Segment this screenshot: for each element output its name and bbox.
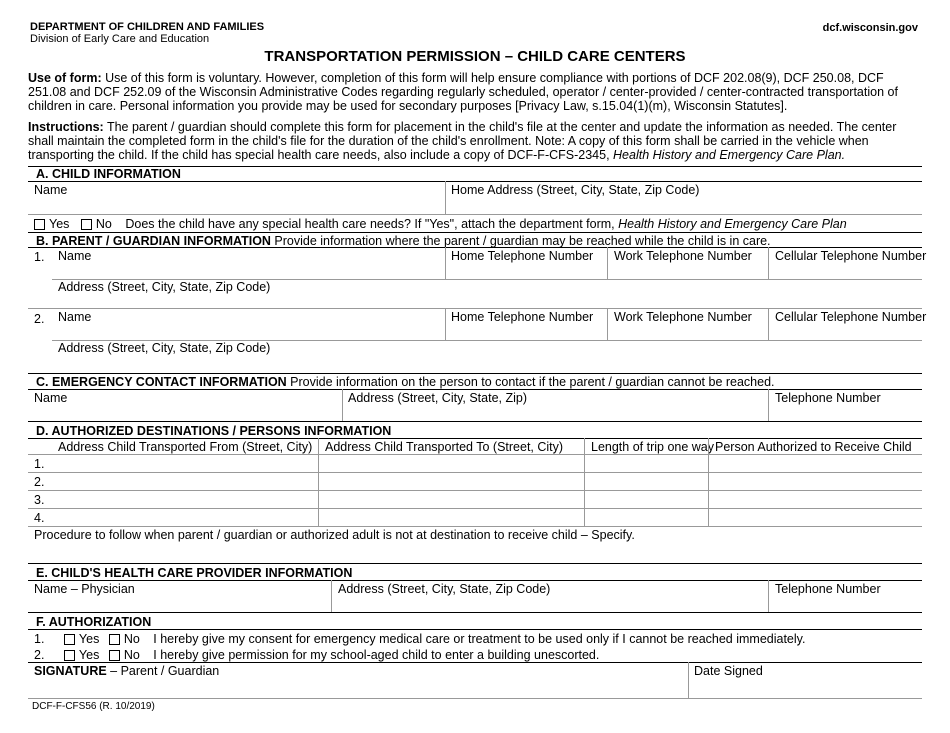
parent2-home-phone-field[interactable]: Home Telephone Number <box>451 310 594 324</box>
parent1-number: 1. <box>34 250 45 264</box>
parent2-address-field[interactable]: Address (Street, City, State, Zip Code) <box>58 341 271 355</box>
form-id: DCF-F-CFS56 (R. 10/2019) <box>32 701 155 712</box>
parent1-name-field[interactable]: Name <box>58 249 92 263</box>
column-header-person: Person Authorized to Receive Child <box>715 440 912 454</box>
authorization-row-1: 1. Yes No I hereby give my consent for emergency medical care or treatment to be used only if I cannot be reached immediately. <box>34 632 806 646</box>
section-f-title: F. AUTHORIZATION <box>36 615 152 629</box>
division-name: Division of Early Care and Education <box>30 33 210 45</box>
section-a-title: A. CHILD INFORMATION <box>36 167 181 181</box>
parent2-cell-phone-field[interactable]: Cellular Telephone Number <box>775 310 927 324</box>
child-name-field[interactable]: Name <box>34 183 68 197</box>
special-needs-row: Yes No Does the child have any special health care needs? If "Yes", attach the department form, Health History and Emergency Care Plan <box>34 217 847 231</box>
website[interactable]: dcf.wisconsin.gov <box>822 22 918 34</box>
parent1-cell-phone-field[interactable]: Cellular Telephone Number <box>775 249 927 263</box>
parent2-work-phone-field[interactable]: Work Telephone Number <box>614 310 752 324</box>
emergency-name-field[interactable]: Name <box>34 391 68 405</box>
destination-row-2[interactable]: 2. <box>34 475 45 489</box>
physician-name-field[interactable]: Name – Physician <box>34 582 135 596</box>
special-needs-no-checkbox[interactable] <box>81 219 92 230</box>
authorization-row-2: 2. Yes No I hereby give permission for my school-aged child to enter a building unescorted. <box>34 648 600 662</box>
parent1-address-field[interactable]: Address (Street, City, State, Zip Code) <box>58 280 271 294</box>
section-d-title: D. AUTHORIZED DESTINATIONS / PERSONS INFORMATION <box>36 424 392 438</box>
auth2-no-checkbox[interactable] <box>109 650 120 661</box>
physician-phone-field[interactable]: Telephone Number <box>775 582 881 596</box>
instructions-paragraph: Instructions: The parent / guardian should complete this form for placement in the child's file at the center and update the information as needed. The center shall maintain the completed form in the child's file for the duration of the child's enrollment. Note: A copy of this form shall be carried in the vehicle when transporting the child. If the child has special health care needs, also include a copy of DCF-F-CFS-2345, Health History and Emergency Care Plan. <box>28 120 897 162</box>
procedure-field[interactable]: Procedure to follow when parent / guardian or authorized adult is not at destination to receive child – Specify. <box>34 528 635 542</box>
parent1-work-phone-field[interactable]: Work Telephone Number <box>614 249 752 263</box>
page-title: TRANSPORTATION PERMISSION – CHILD CARE CENTERS <box>264 48 686 65</box>
use-of-form-paragraph: Use of form: Use of this form is voluntary. However, completion of this form will help ensure compliance with portions of DCF 202.08(9), DCF 250.08, DCF 251.08 and DCF 252.09 of the Wisconsin Administrative Codes regarding regularly scheduled, operator / center-provided / center-contracted transportation of children in care. Personal information you provide may be used for secondary purposes [Privacy Law, s.15.04(1)(m), Wisconsin Statutes]. <box>28 71 898 113</box>
auth2-yes-checkbox[interactable] <box>64 650 75 661</box>
date-signed-field[interactable]: Date Signed <box>694 664 763 678</box>
destination-row-1[interactable]: 1. <box>34 457 45 471</box>
parent1-home-phone-field[interactable]: Home Telephone Number <box>451 249 594 263</box>
signature-field[interactable]: SIGNATURE – Parent / Guardian <box>34 664 220 678</box>
auth1-yes-checkbox[interactable] <box>64 634 75 645</box>
emergency-phone-field[interactable]: Telephone Number <box>775 391 881 405</box>
destination-row-4[interactable]: 4. <box>34 511 45 525</box>
section-c-title: C. EMERGENCY CONTACT INFORMATION Provide information on the person to contact if the parent / guardian cannot be reached. <box>36 375 775 389</box>
special-needs-yes-checkbox[interactable] <box>34 219 45 230</box>
destination-row-3[interactable]: 3. <box>34 493 45 507</box>
department-name: DEPARTMENT OF CHILDREN AND FAMILIES <box>30 21 265 33</box>
auth1-no-checkbox[interactable] <box>109 634 120 645</box>
emergency-address-field[interactable]: Address (Street, City, State, Zip) <box>348 391 527 405</box>
section-e-title: E. CHILD'S HEALTH CARE PROVIDER INFORMATION <box>36 566 353 580</box>
child-address-field[interactable]: Home Address (Street, City, State, Zip Code) <box>451 183 700 197</box>
physician-address-field[interactable]: Address (Street, City, State, Zip Code) <box>338 582 551 596</box>
column-header-from: Address Child Transported From (Street, City) <box>58 440 313 454</box>
parent2-number: 2. <box>34 312 45 326</box>
section-b-title: B. PARENT / GUARDIAN INFORMATION Provide information where the parent / guardian may be reached while the child is in care. <box>36 234 771 248</box>
column-header-to: Address Child Transported To (Street, City) <box>325 440 564 454</box>
parent2-name-field[interactable]: Name <box>58 310 92 324</box>
column-header-length: Length of trip one way <box>591 440 714 454</box>
